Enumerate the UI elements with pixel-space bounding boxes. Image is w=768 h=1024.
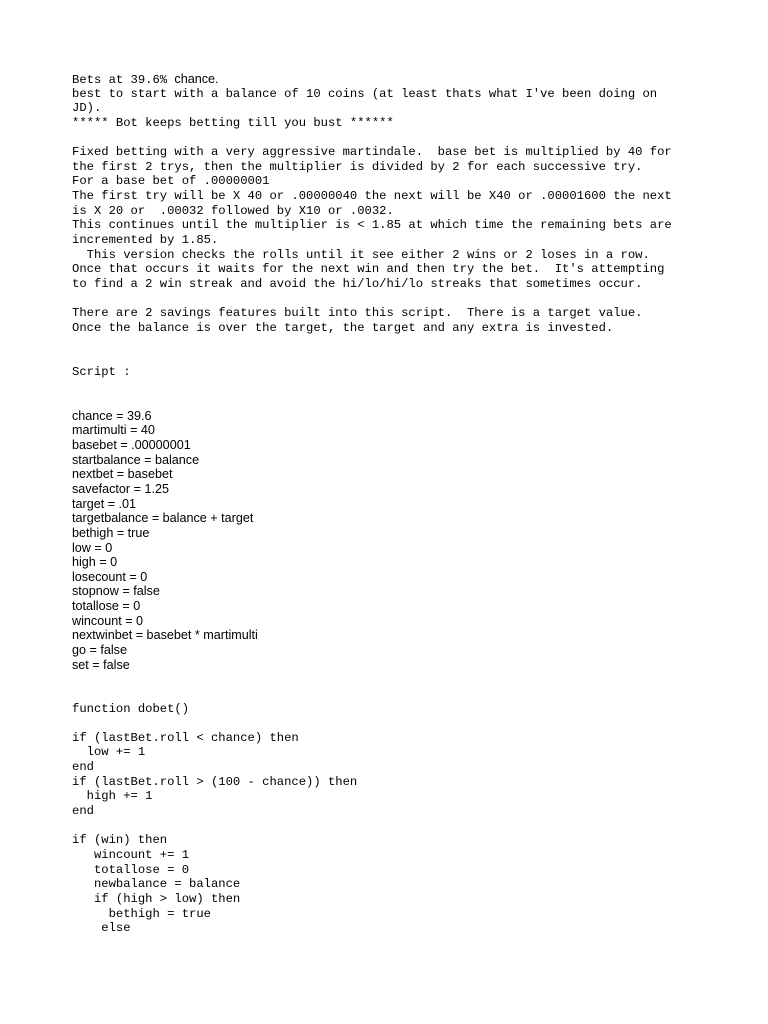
code-line: nextwinbet = basebet * martimulti	[72, 628, 258, 643]
code-line: targetbalance = balance + target	[72, 511, 254, 526]
intro-line-1-prop: chance.	[174, 72, 219, 86]
savings-block	[72, 306, 712, 335]
code-line: startbalance = balance	[72, 452, 200, 467]
description-line: the first 2 trys, then the multiplier is divided by 2 for each successive try.	[72, 159, 643, 174]
code-line: bethigh = true	[72, 906, 211, 921]
code-line: target = .01	[72, 496, 137, 511]
spacer	[72, 687, 712, 702]
description-line: For a base bet of .00000001	[72, 174, 270, 189]
description-line: The first try will be X 40 or .00000040 the next will be X40 or .00001600 the next	[72, 189, 672, 204]
code-line: low = 0	[72, 540, 113, 555]
code-line: totallose = 0	[72, 599, 141, 614]
code-line: high = 0	[72, 555, 118, 570]
spacer	[72, 379, 712, 394]
code-line: bethigh = true	[72, 525, 150, 540]
code-line: set = false	[72, 657, 130, 672]
spacer	[72, 819, 712, 834]
code-line: stopnow = false	[72, 584, 160, 599]
description-line: incremented by 1.85.	[72, 233, 219, 248]
spacer	[72, 672, 712, 687]
code-line: chance = 39.6	[72, 408, 152, 423]
document-page	[72, 72, 712, 936]
code-line: if (win) then	[72, 833, 168, 848]
savings-line: There are 2 savings features built into this script. There is a target value.	[72, 306, 643, 321]
description-line: This version checks the rolls until it see either 2 wins or 2 loses in a row.	[72, 247, 650, 262]
code-line: go = false	[72, 642, 127, 657]
code-line: wincount = 0	[72, 613, 144, 628]
description-line: This continues until the multiplier is < 1.85 at which time the remaining bets are	[72, 218, 672, 233]
code-line: savefactor = 1.25	[72, 481, 169, 496]
spacer	[72, 350, 712, 365]
description-line: to find a 2 win streak and avoid the hi/lo/hi/lo streaks that sometimes occur.	[72, 276, 643, 291]
intro-line-3: JD).	[72, 101, 102, 116]
code-line: high += 1	[72, 789, 153, 804]
code-line: end	[72, 760, 94, 775]
spacer	[72, 336, 712, 351]
code-line: newbalance = balance	[72, 877, 241, 892]
code-line: else	[72, 921, 131, 936]
intro-line-1	[72, 72, 712, 87]
code-line: if (lastBet.roll < chance) then	[72, 730, 299, 745]
code-line: basebet = .00000001	[72, 438, 191, 453]
code-line: if (lastBet.roll > (100 - chance)) then	[72, 774, 358, 789]
spacer	[72, 716, 712, 731]
code-line: wincount += 1	[72, 847, 190, 862]
description-line: Fixed betting with a very aggressive martindale. base bet is multiplied by 40 for	[72, 145, 672, 160]
function-declaration: function dobet()	[72, 701, 190, 716]
code-line: end	[72, 804, 94, 819]
code-line: martimulti = 40	[72, 423, 155, 438]
intro-line-1-mono: Bets at 39.6%	[72, 73, 175, 87]
intro-line-4: ***** Bot keeps betting till you bust ******	[72, 115, 394, 130]
roll-check-block	[72, 731, 712, 819]
description-line: Once that occurs it waits for the next win and then try the bet. It's attempting	[72, 262, 665, 277]
intro-line-2: best to start with a balance of 10 coins (at least thats what I've been doing on	[72, 86, 658, 101]
spacer	[72, 131, 712, 146]
win-block	[72, 833, 712, 935]
savings-line: Once the balance is over the target, the target and any extra is invested.	[72, 320, 614, 335]
code-line: if (high > low) then	[72, 891, 241, 906]
code-line: low += 1	[72, 745, 146, 760]
code-line: nextbet = basebet	[72, 467, 173, 482]
code-line: losecount = 0	[72, 569, 148, 584]
spacer	[72, 394, 712, 409]
description-line: is X 20 or .00032 followed by X10 or .0032.	[72, 203, 394, 218]
description-block	[72, 145, 712, 291]
spacer	[72, 292, 712, 307]
code-line: totallose = 0	[72, 862, 190, 877]
variable-block	[72, 409, 712, 673]
script-heading: Script :	[72, 364, 131, 379]
